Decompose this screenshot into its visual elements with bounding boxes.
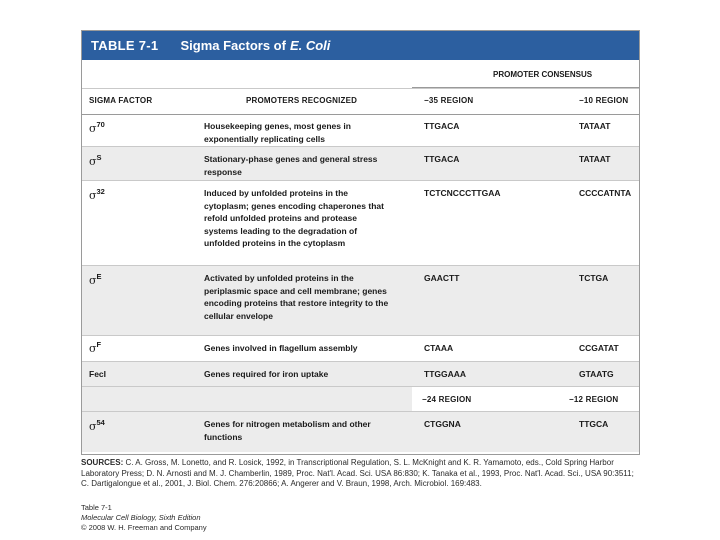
sources-label: SOURCES: [81,458,124,467]
table-title-organism: E. Coli [289,38,331,53]
table-title: Sigma Factors of [180,38,286,53]
minus10-cell: TATAAT [579,121,611,131]
col-minus10-region: −10 REGION [579,96,629,105]
sources-text: C. A. Gross, M. Lonetto, and R. Losick, 1992, in Transcriptional Regulation, S. L. McKnight and K. R. Yamamoto, eds., Cold Spring Harbor Laboratory Press; D. N. Arnosti and M. J. Chamberlin, 1989, Proc. Nat'l. Acad. Sci. USA 86:830; K. Tanaka et al., 1993, Proc. Nat'l. Acad. Sci., USA 90:3511; C. Dartigalongue et al., 2001, J. Biol. Chem. 276:20866; A. Angerer and V. Braun, 1998, Arch. Microbiol. 169:483. [81,458,634,488]
table-row [82,181,639,266]
credit-book-title: Molecular Cell Biology, Sixth Edition [81,513,201,522]
minus10-cell: CCGATAT [579,343,619,353]
col-promoters-recognized: PROMOTERS RECOGNIZED [246,96,358,105]
table-row [82,147,639,181]
table-frame [81,30,640,455]
minus35-cell: TCTCNCCCTTGAA [424,188,501,198]
table-row [82,412,639,452]
promoters-cell: Stationary-phase genes and general stress response [204,154,378,177]
minus35-cell: TTGGAAA [424,369,467,379]
col-sigma-factor: SIGMA FACTOR [89,96,153,105]
promoters-cell: Housekeeping genes, most genes in exponentially replicating cells [204,121,351,144]
col-minus24-region: −24 REGION [422,395,472,404]
credit-copyright: © 2008 W. H. Freeman and Company [81,523,207,532]
table-title-bar [82,31,639,60]
sources-note [81,458,641,490]
table-row [82,336,639,362]
table-row [82,266,639,336]
sigma-factor-cell: FecI [89,369,107,379]
promoters-cell: Activated by unfolded proteins in the periplasmic space and cell membrane; genes encoding proteins that restore integrity to the cellular envelope [204,273,389,321]
subheader-blank [82,387,412,411]
promoters-cell: Induced by unfolded proteins in the cytoplasm; genes encoding chaperones that refold unfolded proteins and protease systems leading to the degradation of unfolded proteins in the cytoplasm [204,188,384,248]
consensus-underline [412,87,639,88]
consensus-header-row [82,60,639,89]
minus10-cell: TATAAT [579,154,611,164]
subheader-row [82,387,639,412]
table-row [82,115,639,147]
col-minus35-region: −35 REGION [424,96,474,105]
minus35-cell: GAACTT [424,273,460,283]
sigma-factor-cell: $\sigma^S$ [89,153,102,168]
minus35-cell: CTAAA [424,343,454,353]
table-row [82,362,639,387]
table-number: TABLE 7-1 [91,38,159,53]
minus35-cell: TTGACA [424,121,460,131]
column-header-row [82,89,639,115]
minus10-cell: GTAATG [579,369,614,379]
sigma-factor-cell: $\sigma^E$ [89,272,102,287]
promoters-cell: Genes involved in flagellum assembly [204,343,358,353]
credit-table-ref: Table 7-1 [81,503,112,512]
sigma-factor-cell: $\sigma^{54}$ [89,418,105,433]
minus35-cell: CTGGNA [424,419,461,429]
promoters-cell: Genes required for iron uptake [204,369,329,379]
sigma-factor-cell: $\sigma^{32}$ [89,187,105,202]
sigma-factor-cell: $\sigma^{70}$ [89,120,105,135]
figure-credit [81,503,207,533]
minus10-cell: TCTGA [579,273,609,283]
promoter-consensus-header: PROMOTER CONSENSUS [493,70,593,79]
minus10-cell: TTGCA [579,419,609,429]
sigma-factor-cell: $\sigma^F$ [89,340,102,355]
col-minus12-region: −12 REGION [569,395,619,404]
promoters-cell: Genes for nitrogen metabolism and other functions [204,419,371,442]
minus10-cell: CCCCATNTA [579,188,632,198]
minus35-cell: TTGACA [424,154,460,164]
